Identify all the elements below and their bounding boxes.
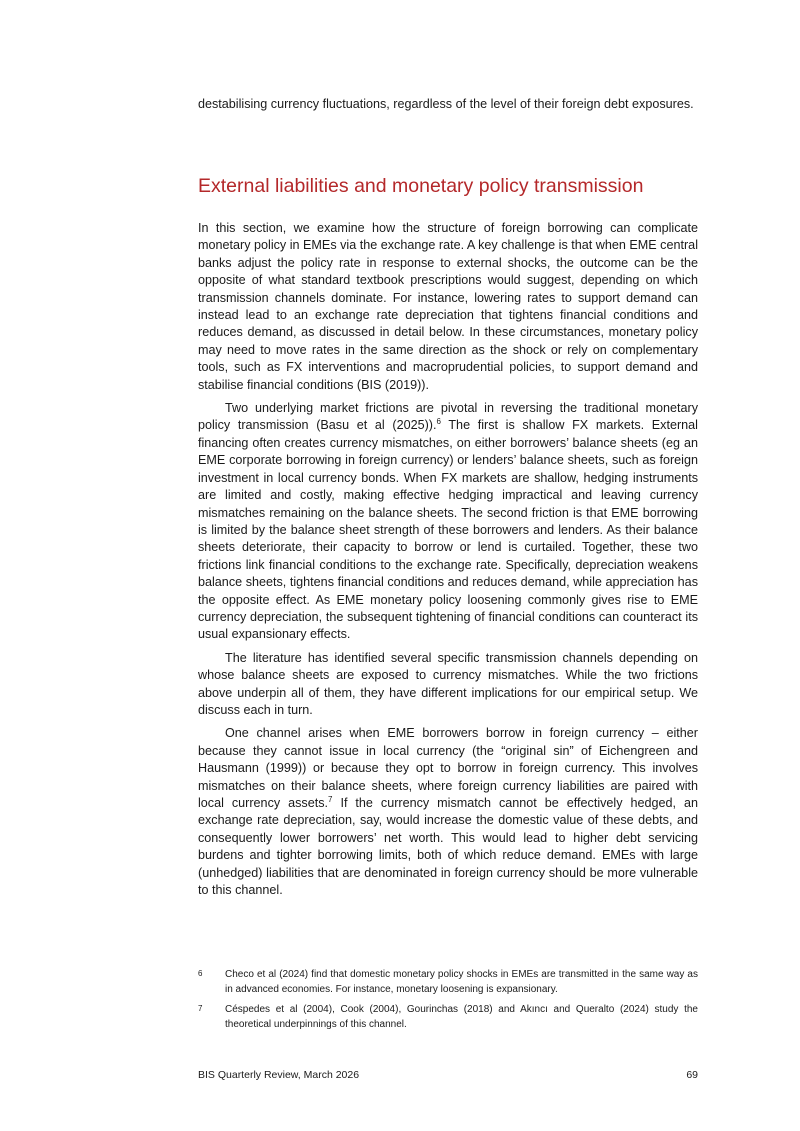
- footnote-number: 7: [198, 1004, 203, 1013]
- footnotes: [198, 968, 698, 1038]
- footnote-text: Céspedes et al (2004), Cook (2004), Gourinchas (2018) and Akıncı and Queralto (2024) study the theoretical underpinnings of this channel.: [225, 1004, 698, 1030]
- paragraph-text: Two underlying market frictions are pivotal in reversing the traditional monetary policy transmission (Basu et al (2025)).: [198, 401, 698, 433]
- body-paragraph: In this section, we examine how the structure of foreign borrowing can complicate monetary policy in EMEs via the exchange rate. A key challenge is that when EME central banks adjust the policy rate in response to external shocks, the outcome can be the opposite of what standard textbook prescriptions would suggest, depending on which transmission channels dominate. For instance, lowering rates to support demand can instead lead to an exchange rate depreciation that tightens financial conditions and reduces demand, as discussed in detail below. In these circumstances, monetary policy may need to move rates in the same direction as the shock or rely on complementary tools, such as FX interventions and macroprudential policies, to support demand and stabilise financial conditions (BIS (2019)).: [198, 221, 698, 392]
- publication-title: BIS Quarterly Review, March 2026: [198, 1069, 360, 1081]
- lead-paragraph: destabilising currency fluctuations, regardless of the level of their foreign debt exposures.: [198, 97, 694, 111]
- page-footer: [198, 1068, 698, 1082]
- body-text: [198, 220, 698, 899]
- footnote-ref[interactable]: 7: [328, 795, 333, 804]
- lead-text-block: [198, 96, 698, 113]
- footnote-text: Checo et al (2024) find that domestic monetary policy shocks in EMEs are transmitted in the same way as in advanced economies. For instance, monetary loosening is expansionary.: [225, 969, 698, 995]
- body-paragraph: The literature has identified several specific transmission channels depending on whose balance sheets are exposed to currency mismatches. While the two frictions above underpin all of them, they have different implications for our empirical setup. We discuss each in turn.: [198, 650, 698, 717]
- paragraph-text: One channel arises when EME borrowers borrow in foreign currency – either because they cannot issue in local currency (the “original sin” of Eichengreen and Hausmann (1999)) or because they opt to borrow in foreign currency. This involves mismatches on their balance sheets, where foreign currency liabilities are paired with local currency assets.: [198, 726, 698, 810]
- body-paragraph: [198, 725, 698, 899]
- body-paragraph: [198, 400, 698, 644]
- footnote: [198, 968, 698, 997]
- footnote-number: 6: [198, 969, 203, 978]
- footnote-ref[interactable]: 6: [436, 417, 441, 427]
- page-number: 69: [686, 1069, 698, 1081]
- paragraph-text: If the currency mismatch cannot be effectively hedged, an exchange rate depreciation, say, would increase the domestic value of these debts, and consequently lower borrowers’ net worth. This would lead to higher debt servicing burdens and tighter borrowing limits, both of which reduce demand. EMEs with large (unhedged) liabilities that are denominated in foreign currency should be more vulnerable to this channel.: [198, 796, 698, 898]
- section-heading: External liabilities and monetary policy transmission: [198, 175, 644, 197]
- footnote: [198, 1003, 698, 1032]
- paragraph-text: The first is shallow FX markets. External financing often creates currency mismatches, on either borrowers’ balance sheets (eg an EME corporate borrowing in foreign currency) or lenders’ balance sheets, such as foreign investment in local currency bonds. When FX markets are shallow, hedging instruments are limited and costly, making effective hedging impractical and leaving currency mismatches remaining on the balance sheets. The second friction is that EME borrowing is limited by the balance sheet strength of these borrowers and lenders. As their balance sheets deteriorate, their capacity to borrow or lend is curtailed. Together, these two frictions link financial conditions to the exchange rate. Specifically, depreciation weakens balance sheets, tightens financial conditions and reduces demand, while appreciation has the opposite effect. As EME monetary policy loosening commonly gives rise to EME currency depreciation, the subsequent tightening of financial conditions can counteract its usual expansionary effects.: [198, 418, 698, 642]
